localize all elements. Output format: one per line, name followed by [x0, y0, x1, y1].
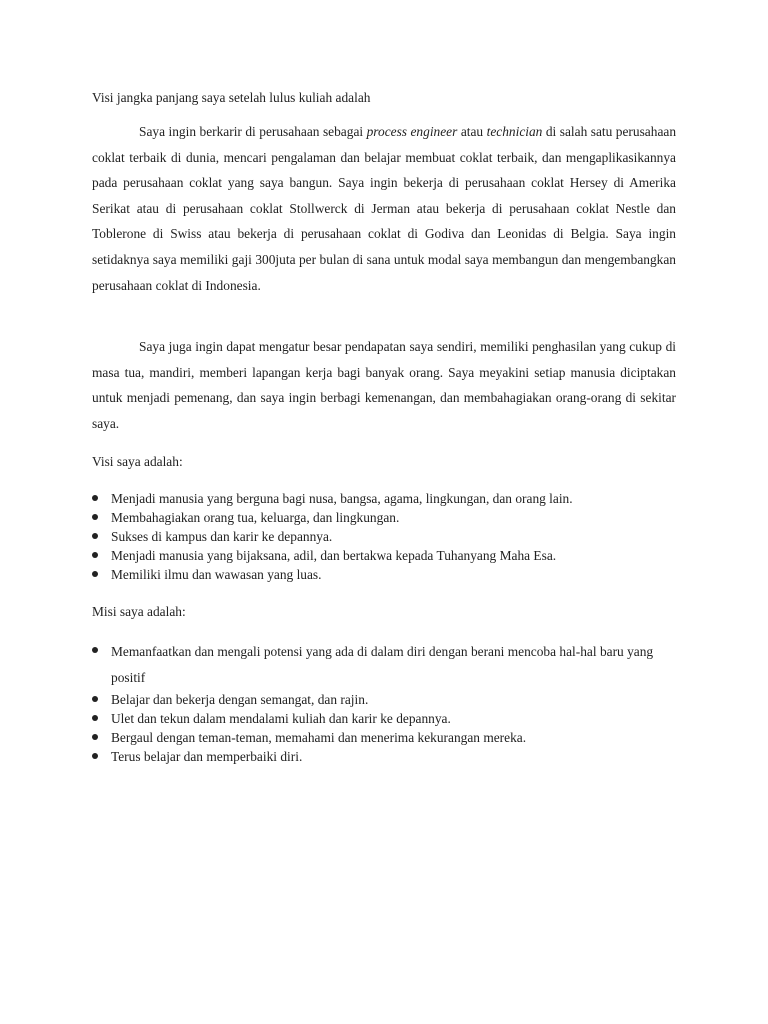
- bullet-icon: [92, 734, 98, 740]
- bullet-icon: [92, 696, 98, 702]
- bullet-icon: [92, 715, 98, 721]
- document-heading: Visi jangka panjang saya setelah lulus kuliah adalah: [92, 90, 371, 105]
- list-item: [92, 709, 682, 728]
- list-item: [92, 565, 682, 584]
- list-item: [92, 527, 682, 546]
- list-item: [92, 489, 682, 508]
- paragraph-career-italic-process-engineer: process engineer: [366, 124, 458, 139]
- misi-item-text: Memanfaatkan dan mengali potensi yang ada di dalam diri dengan berani mencoba hal-hal baru yang positif: [111, 644, 654, 685]
- paragraph-career-text: [92, 119, 676, 298]
- visi-item-text: Menjadi manusia yang bijaksana, adil, dan bertakwa kepada Tuhanyang Maha Esa.: [111, 548, 557, 563]
- paragraph-income-text: Saya juga ingin dapat mengatur besar pendapatan saya sendiri, memiliki penghasilan yang cukup di masa tua, mandiri, memberi lapangan kerja bagi banyak orang. Saya meyakini setiap manusia diciptakan untuk menjadi pemenang, dan saya ingin berbagi kemenangan, dan membahagiakan orang-orang di sekitar saya.: [92, 339, 676, 431]
- visi-item-text: Memiliki ilmu dan wawasan yang luas.: [111, 567, 322, 582]
- bullet-icon: [92, 495, 98, 501]
- visi-list: [92, 489, 682, 584]
- visi-item-text: Menjadi manusia yang berguna bagi nusa, bangsa, agama, lingkungan, dan orang lain.: [111, 491, 573, 506]
- paragraph-income: [92, 334, 676, 436]
- visi-item-text: Sukses di kampus dan karir ke depannya.: [111, 529, 333, 544]
- list-item: [92, 747, 682, 766]
- bullet-icon: [92, 552, 98, 558]
- paragraph-career: [92, 119, 676, 298]
- list-item: [92, 508, 682, 527]
- misi-item-text: Bergaul dengan teman-teman, memahami dan menerima kekurangan mereka.: [111, 730, 527, 746]
- list-item: [92, 728, 682, 747]
- paragraph-career-italic-technician: technician: [486, 124, 543, 139]
- bullet-icon: [92, 571, 98, 577]
- list-item: [92, 690, 682, 709]
- list-item: [92, 546, 682, 565]
- bullet-icon: [92, 514, 98, 520]
- visi-heading: Visi saya adalah:: [92, 454, 183, 469]
- misi-item-text: Ulet dan tekun dalam mendalami kuliah dan karir ke depannya.: [111, 711, 451, 727]
- list-item: [92, 639, 682, 690]
- misi-item-text: Terus belajar dan memperbaiki diri.: [111, 749, 303, 765]
- bullet-icon: [92, 647, 98, 653]
- misi-item-text: Belajar dan bekerja dengan semangat, dan rajin.: [111, 692, 369, 708]
- misi-heading: Misi saya adalah:: [92, 604, 186, 619]
- visi-item-text: Membahagiakan orang tua, keluarga, dan lingkungan.: [111, 510, 400, 525]
- bullet-icon: [92, 533, 98, 539]
- misi-list: [92, 639, 682, 766]
- paragraph-career-part2: atau: [457, 124, 487, 139]
- bullet-icon: [92, 753, 98, 759]
- paragraph-career-part1: Saya ingin berkarir di perusahaan sebagai: [139, 124, 367, 139]
- paragraph-career-part3: di salah satu perusahaan coklat terbaik di dunia, mencari pengalaman dan belajar membuat coklat terbaik, dan mengaplikasikannya pada perusahaan coklat yang saya bangun. Saya ingin bekerja di perusahaan coklat Hersey di Amerika Serikat atau di perusahaan coklat Stollwerck di Jerman atau bekerja di perusahaan coklat Nestle dan Toblerone di Swiss atau bekerja di perusahaan coklat di Godiva dan Leonidas di Belgia. Saya ingin setidaknya saya memiliki gaji 300juta per bulan di sana untuk modal saya membangun dan mengembangkan perusahaan coklat di Indonesia.: [92, 124, 677, 293]
